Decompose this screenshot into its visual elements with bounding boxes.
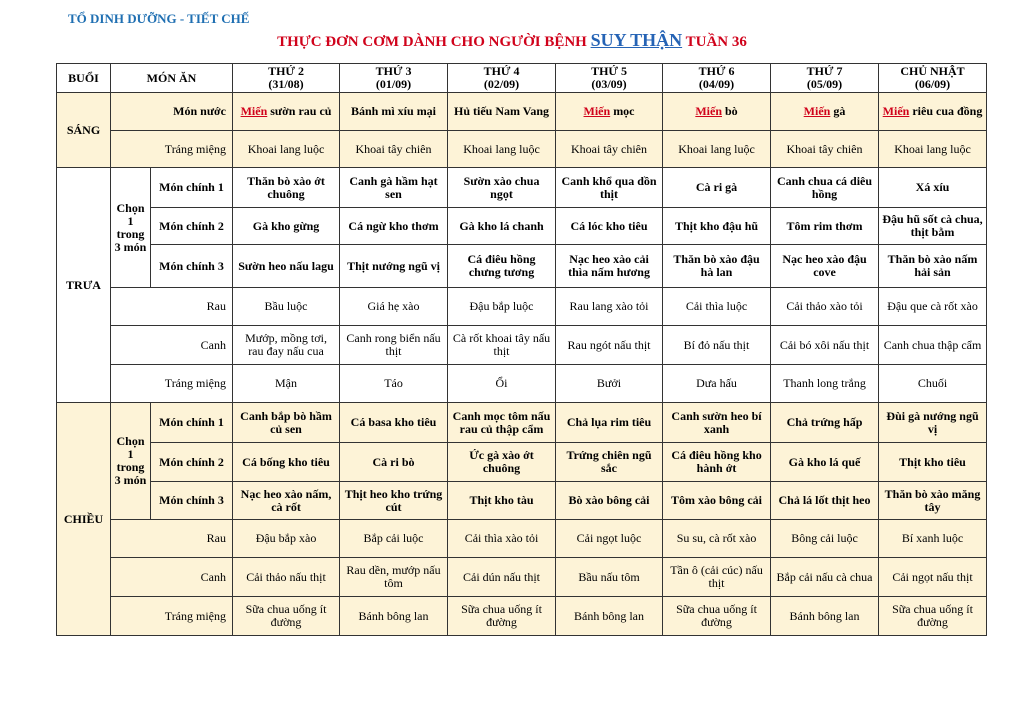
dish-label: Món chính 3	[151, 245, 233, 288]
menu-cell: Bánh bông lan	[771, 597, 879, 636]
session-label: CHIỀU	[57, 403, 111, 636]
highlight-word: Miến	[695, 104, 722, 118]
menu-cell: Thịt kho tiêu	[879, 443, 987, 482]
menu-cell: Khoai tây chiên	[556, 131, 663, 168]
menu-cell: Đùi gà nướng ngũ vị	[879, 403, 987, 443]
evening-main2-row	[57, 443, 987, 482]
menu-cell: Đậu bắp luộc	[448, 288, 556, 326]
day-header: CHỦ NHẬT (06/09)	[879, 64, 987, 93]
menu-cell: Gà kho lá quế	[771, 443, 879, 482]
menu-cell: Ổi	[448, 365, 556, 403]
menu-cell: Cà rốt khoai tây nấu thịt	[448, 326, 556, 365]
menu-cell: Cải ngọt luộc	[556, 520, 663, 558]
menu-cell: Bưởi	[556, 365, 663, 403]
menu-cell	[879, 93, 987, 131]
dish-name: riêu cua đồng	[909, 104, 983, 118]
noon-rau-row	[57, 288, 987, 326]
menu-cell: Cải bó xôi nấu thịt	[771, 326, 879, 365]
menu-cell: Chả lụa rim tiêu	[556, 403, 663, 443]
menu-cell: Sườn heo nấu lagu	[233, 245, 340, 288]
day-header: THỨ 4 (02/09)	[448, 64, 556, 93]
menu-cell: Cải thảo xào tỏi	[771, 288, 879, 326]
menu-cell: Bắp cải luộc	[340, 520, 448, 558]
menu-cell: Cải thảo nấu thịt	[233, 558, 340, 597]
evening-rau-row	[57, 520, 987, 558]
menu-cell: Canh chua cá diêu hồng	[771, 168, 879, 208]
menu-cell: Bí xanh luộc	[879, 520, 987, 558]
menu-cell: Cá basa kho tiêu	[340, 403, 448, 443]
department-name: TỔ DINH DƯỠNG - TIẾT CHẾ	[68, 11, 250, 26]
dish-label: Tráng miệng	[111, 597, 233, 636]
evening-main1-row	[57, 403, 987, 443]
menu-cell: Mận	[233, 365, 340, 403]
highlight-word: Miến	[803, 104, 831, 118]
menu-cell: Đậu hũ sốt cà chua, thịt bằm	[879, 208, 987, 245]
dish-label: Canh	[111, 326, 233, 365]
evening-main3-row	[57, 482, 987, 520]
noon-main1-row	[57, 168, 987, 208]
menu-cell: Giá hẹ xào	[340, 288, 448, 326]
menu-cell: Canh rong biển nấu thịt	[340, 326, 448, 365]
menu-cell: Khoai lang luộc	[448, 131, 556, 168]
title-prefix: THỰC ĐƠN CƠM DÀNH CHO NGƯỜI BỆNH	[277, 34, 587, 50]
menu-cell: Chả lá lốt thịt heo	[771, 482, 879, 520]
day-header: THỨ 7 (05/09)	[771, 64, 879, 93]
day-header: THỨ 3 (01/09)	[340, 64, 448, 93]
dish-name: Hủ tiếu Nam Vang	[454, 104, 550, 118]
menu-cell	[556, 93, 663, 131]
dish-label: Tráng miệng	[111, 131, 233, 168]
evening-trang_mieng-row	[57, 597, 987, 636]
morning-dessert-row	[57, 131, 987, 168]
menu-cell: Mướp, mồng tơi, rau đay nấu cua	[233, 326, 340, 365]
dish-label: Món chính 2	[151, 208, 233, 245]
noon-main2-row	[57, 208, 987, 245]
menu-cell: Chả trứng hấp	[771, 403, 879, 443]
menu-cell: Cá ngừ kho thơm	[340, 208, 448, 245]
menu-cell: Canh sườn heo bí xanh	[663, 403, 771, 443]
title-suffix: TUẦN 36	[685, 34, 747, 50]
menu-cell: Cải ngọt nấu thịt	[879, 558, 987, 597]
choose-note: Chọn 1 trong 3 món	[111, 168, 151, 288]
menu-cell: Chuối	[879, 365, 987, 403]
menu-cell: Cá bống kho tiêu	[233, 443, 340, 482]
menu-cell: Ức gà xào ớt chuông	[448, 443, 556, 482]
menu-cell: Cá lóc kho tiêu	[556, 208, 663, 245]
menu-cell: Bắp cải nấu cà chua	[771, 558, 879, 597]
menu-cell: Nạc heo xào nấm, cà rốt	[233, 482, 340, 520]
day-header: THỨ 2 (31/08)	[233, 64, 340, 93]
menu-cell: Bánh bông lan	[340, 597, 448, 636]
menu-cell	[340, 93, 448, 131]
menu-cell: Bò xào bông cải	[556, 482, 663, 520]
dish-label: Món chính 1	[151, 403, 233, 443]
menu-cell: Táo	[340, 365, 448, 403]
highlight-word: Miến	[583, 104, 611, 118]
menu-cell: Tôm xào bông cải	[663, 482, 771, 520]
morning-soup-row	[57, 93, 987, 131]
header-row	[57, 64, 987, 93]
menu-cell: Thịt nướng ngũ vị	[340, 245, 448, 288]
menu-cell: Thịt kho đậu hũ	[663, 208, 771, 245]
menu-cell: Canh gà hầm hạt sen	[340, 168, 448, 208]
page-title	[0, 30, 1024, 51]
menu-table	[56, 63, 987, 636]
dish-label: Món chính 2	[151, 443, 233, 482]
menu-cell: Trứng chiên ngũ sắc	[556, 443, 663, 482]
menu-cell: Khoai lang luộc	[879, 131, 987, 168]
menu-cell: Tôm rim thơm	[771, 208, 879, 245]
menu-cell: Thanh long trắng	[771, 365, 879, 403]
dish-label: Món chính 1	[151, 168, 233, 208]
menu-cell: Canh mọc tôm nấu rau củ thập cẩm	[448, 403, 556, 443]
menu-cell: Sữa chua uống ít đường	[233, 597, 340, 636]
menu-cell: Nạc heo xào đậu cove	[771, 245, 879, 288]
menu-cell: Cá điêu hồng chưng tương	[448, 245, 556, 288]
highlight-word: Miến	[882, 104, 910, 118]
menu-cell: Thăn bò xào ớt chuông	[233, 168, 340, 208]
menu-cell: Khoai lang luộc	[233, 131, 340, 168]
menu-cell: Canh chua thập cẩm	[879, 326, 987, 365]
noon-main3-row	[57, 245, 987, 288]
dish-name: bò	[722, 104, 738, 118]
menu-cell: Rau ngót nấu thịt	[556, 326, 663, 365]
menu-cell: Cà ri gà	[663, 168, 771, 208]
menu-cell: Thăn bò xào nấm hải sản	[879, 245, 987, 288]
menu-cell: Rau lang xào tỏi	[556, 288, 663, 326]
menu-cell: Đậu bắp xào	[233, 520, 340, 558]
menu-cell: Cá điêu hồng kho hành ớt	[663, 443, 771, 482]
menu-cell: Sườn xào chua ngọt	[448, 168, 556, 208]
menu-cell: Xá xíu	[879, 168, 987, 208]
highlight-word: Miến	[240, 104, 268, 118]
menu-cell: Canh khổ qua dồn thịt	[556, 168, 663, 208]
menu-cell: Nạc heo xào cải thìa nấm hương	[556, 245, 663, 288]
menu-cell: Thịt heo kho trứng cút	[340, 482, 448, 520]
menu-cell: Bầu luộc	[233, 288, 340, 326]
day-header: THỨ 6 (04/09)	[663, 64, 771, 93]
menu-cell: Sữa chua uống ít đường	[663, 597, 771, 636]
menu-cell: Canh bắp bò hầm củ sen	[233, 403, 340, 443]
day-header: THỨ 5 (03/09)	[556, 64, 663, 93]
dish-label: Rau	[111, 288, 233, 326]
menu-cell: Cải thìa xào tỏi	[448, 520, 556, 558]
dish-label: Món nước	[111, 93, 233, 131]
menu-cell: Gà kho gừng	[233, 208, 340, 245]
menu-cell: Rau dền, mướp nấu tôm	[340, 558, 448, 597]
menu-cell: Thăn bò xào đậu hà lan	[663, 245, 771, 288]
dish-name: Bánh mì xíu mại	[351, 104, 437, 118]
menu-cell: Gà kho lá chanh	[448, 208, 556, 245]
menu-cell: Bánh bông lan	[556, 597, 663, 636]
dish-header: MÓN ĂN	[111, 64, 233, 93]
evening-canh-row	[57, 558, 987, 597]
menu-cell: Khoai tây chiên	[340, 131, 448, 168]
menu-cell	[448, 93, 556, 131]
dish-name: sườn rau củ	[267, 104, 332, 118]
menu-cell: Sữa chua uống ít đường	[879, 597, 987, 636]
noon-canh-row	[57, 326, 987, 365]
dish-label: Món chính 3	[151, 482, 233, 520]
menu-cell: Khoai lang luộc	[663, 131, 771, 168]
menu-cell: Cải dún nấu thịt	[448, 558, 556, 597]
session-header: BUỔI	[57, 64, 111, 93]
dish-name: mọc	[610, 104, 635, 118]
menu-cell: Sữa chua uống ít đường	[448, 597, 556, 636]
dish-name: gà	[830, 104, 846, 118]
menu-cell	[663, 93, 771, 131]
session-label: TRƯA	[57, 168, 111, 403]
menu-cell: Đậu que cà rốt xào	[879, 288, 987, 326]
menu-cell: Thăn bò xào măng tây	[879, 482, 987, 520]
menu-cell	[771, 93, 879, 131]
choose-note: Chọn 1 trong 3 món	[111, 403, 151, 520]
menu-cell: Cải thìa luộc	[663, 288, 771, 326]
menu-cell: Thịt kho tàu	[448, 482, 556, 520]
menu-cell: Cà ri bò	[340, 443, 448, 482]
menu-cell: Khoai tây chiên	[771, 131, 879, 168]
dish-label: Rau	[111, 520, 233, 558]
dish-label: Tráng miệng	[111, 365, 233, 403]
session-label: SÁNG	[57, 93, 111, 168]
dish-label: Canh	[111, 558, 233, 597]
title-highlight: SUY THẬN	[590, 30, 683, 50]
menu-cell: Su su, cà rốt xào	[663, 520, 771, 558]
menu-cell: Bầu nấu tôm	[556, 558, 663, 597]
menu-cell: Bí đỏ nấu thịt	[663, 326, 771, 365]
menu-body	[57, 64, 987, 636]
menu-cell	[233, 93, 340, 131]
noon-trang_mieng-row	[57, 365, 987, 403]
menu-cell: Dưa hấu	[663, 365, 771, 403]
menu-cell: Tần ô (cải cúc) nấu thịt	[663, 558, 771, 597]
menu-cell: Bông cải luộc	[771, 520, 879, 558]
